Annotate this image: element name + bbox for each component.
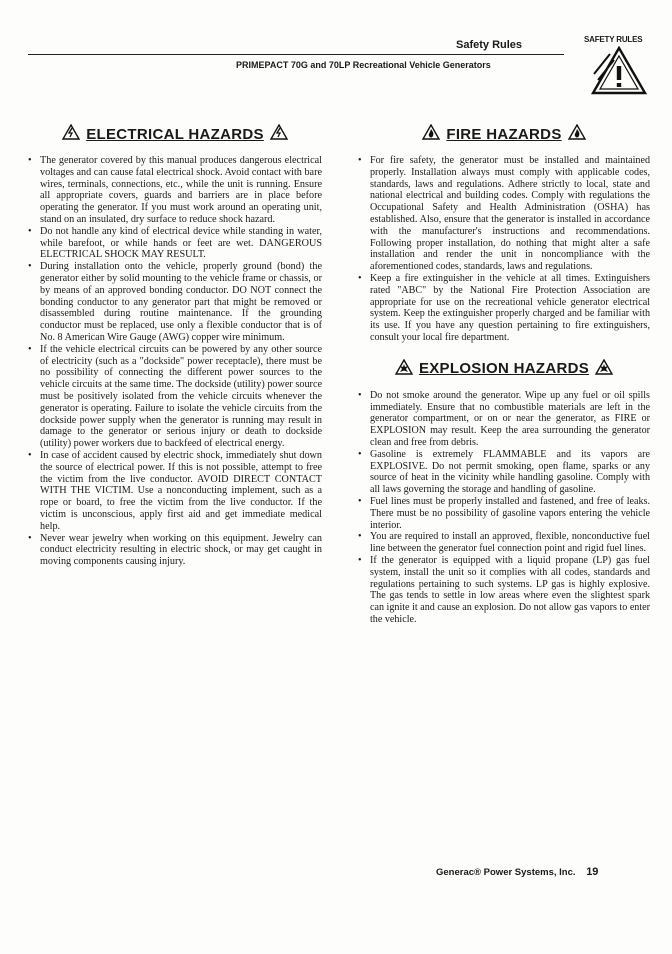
fire-hazards-title: FIRE HAZARDS	[446, 125, 562, 143]
right-column	[358, 121, 650, 626]
header-rule	[28, 54, 564, 55]
list-item: • During installation onto the vehicle, properly ground (bond) the generator either by solid mounting to the vehicle frame or chassis, or by means of an approved bonding conductor. DO NOT connect the bonding conductor to any generator part that might be removed or disassembled during routine maintenance. If the grounding conductor must be replaced, use only a flexible conductor that is of No. 8 American Wire Gauge (AWG) copper wire minimum.	[28, 261, 322, 344]
safety-rules-icon	[590, 46, 648, 101]
electrical-hazards-list	[28, 155, 322, 568]
explosion-hazards-list	[358, 390, 650, 626]
fire-hazards-list	[358, 155, 650, 344]
list-item: • Fuel lines must be properly installed and fastened, and free of leaks. There must be no possibility of gasoline vapors entering the vehicle interior.	[358, 496, 650, 531]
list-item: • Do not handle any kind of electrical device while standing in water, while barefoot, or while hands or feet are wet. DANGEROUS ELECTRICAL SHOCK MAY RESULT.	[28, 226, 322, 261]
list-item: • In case of accident caused by electric shock, immediately shut down the source of electrical power. If this is not possible, attempt to free the victim from the live conductor. AVOID DIRECT CONTACT WITH THE VICTIM. Use a nonconducting implement, such as a rope or board, to free the victim from the live conductor. If the victim is unconscious, apply first aid and get immediate medical help.	[28, 450, 322, 533]
explosion-hazards-heading	[358, 356, 650, 382]
electrical-warning-icon	[62, 124, 80, 144]
list-item: • The generator covered by this manual produces dangerous electrical voltages and can cause fatal electrical shock. Avoid contact with bare wires, terminals, connections, etc., while the unit is running. Ensure all appropriate covers, guards and barriers are in place before operating the generator. If you must work around an operating unit, stand on an insulated, dry surface to reduce shock hazard.	[28, 155, 322, 226]
list-item: • If the vehicle electrical circuits can be powered by any other source of electricity (such as a "dockside" power receptacle), there must be no possibility of connecting the different power sources to the vehicle circuits at the same time. The dockside (utility) power source must be positively isolated from the vehicle circuits whenever the generator is operating. Failure to isolate the vehicle circuits from the dockside power supply when the generator is running may result in damage to the generator or serious injury or death to dockside (utility) power workers due to backfeed of electrical energy.	[28, 344, 322, 450]
footer-company: Generac® Power Systems, Inc.	[436, 867, 576, 878]
page-footer	[436, 866, 598, 878]
fire-warning-icon	[422, 124, 440, 144]
list-item: • You are required to install an approved, flexible, nonconductive fuel line between the generator fuel connection point and rigid fuel lines.	[358, 531, 650, 555]
list-item: • Do not smoke around the generator. Wipe up any fuel or oil spills immediately. Ensure that no combustible materials are left in the generator compartment, or on or near the generator, as FIRE or EXPLOSION may result. Keep the area surrounding the generator clean and free from debris.	[358, 390, 650, 449]
left-column	[28, 121, 322, 568]
safety-rules-label: SAFETY RULES	[584, 35, 643, 44]
list-item: • Keep a fire extinguisher in the vehicle at all times. Extinguishers rated "ABC" by the National Fire Protection Association are appropriate for use on the recreational vehicle generator electrical system. Keep the extinguisher properly charged and be familiar with its use. If you have any question pertaining to fire extinguishers, consult your local fire department.	[358, 273, 650, 344]
fire-warning-icon	[568, 124, 586, 144]
explosion-warning-icon	[595, 359, 613, 379]
page-section-title: Safety Rules	[456, 39, 523, 51]
list-item: • If the generator is equipped with a liquid propane (LP) gas fuel system, install the unit so it complies with all codes, standards and regulations pertaining to such systems. LP gas is highly explosive. The gas tends to settle in low areas where even the slightest spark can ignite it and cause an explosion. Do not allow gas vapors to enter the vehicle.	[358, 555, 650, 626]
list-item: • Gasoline is extremely FLAMMABLE and its vapors are EXPLOSIVE. Do not permit smoking, open flame, sparks or any source of heat in the vicinity while handling gasoline. Comply with all laws governing the storage and handling of gasoline.	[358, 449, 650, 496]
list-item: • Never wear jewelry when working on this equipment. Jewelry can conduct electricity resulting in electric shock, or may get caught in moving components causing injury.	[28, 533, 322, 568]
page-number: 19	[586, 866, 599, 878]
explosion-warning-icon	[395, 359, 413, 379]
electrical-hazards-heading	[28, 121, 322, 147]
explosion-hazards-title: EXPLOSION HAZARDS	[418, 360, 590, 378]
fire-hazards-heading	[358, 121, 650, 147]
electrical-hazards-title: ELECTRICAL HAZARDS	[86, 125, 264, 143]
list-item: • For fire safety, the generator must be installed and maintained properly. Installation always must comply with applicable codes, standards, laws and regulations. Adhere strictly to local, state and national electrical and building codes. Comply with regulations the Occupational Safety and Health Administration (OSHA) has established. Also, ensure that the generator is installed in accordance with the manufacturer's instructions and recommendations. Following proper installation, do nothing that might alter a safe installation and render the unit in noncompliance with the aforementioned codes, standards, laws and regulations.	[358, 155, 650, 273]
electrical-warning-icon	[270, 124, 288, 144]
page-product-subtitle: PRIMEPACT 70G and 70LP Recreational Vehicle Generators	[236, 60, 491, 70]
